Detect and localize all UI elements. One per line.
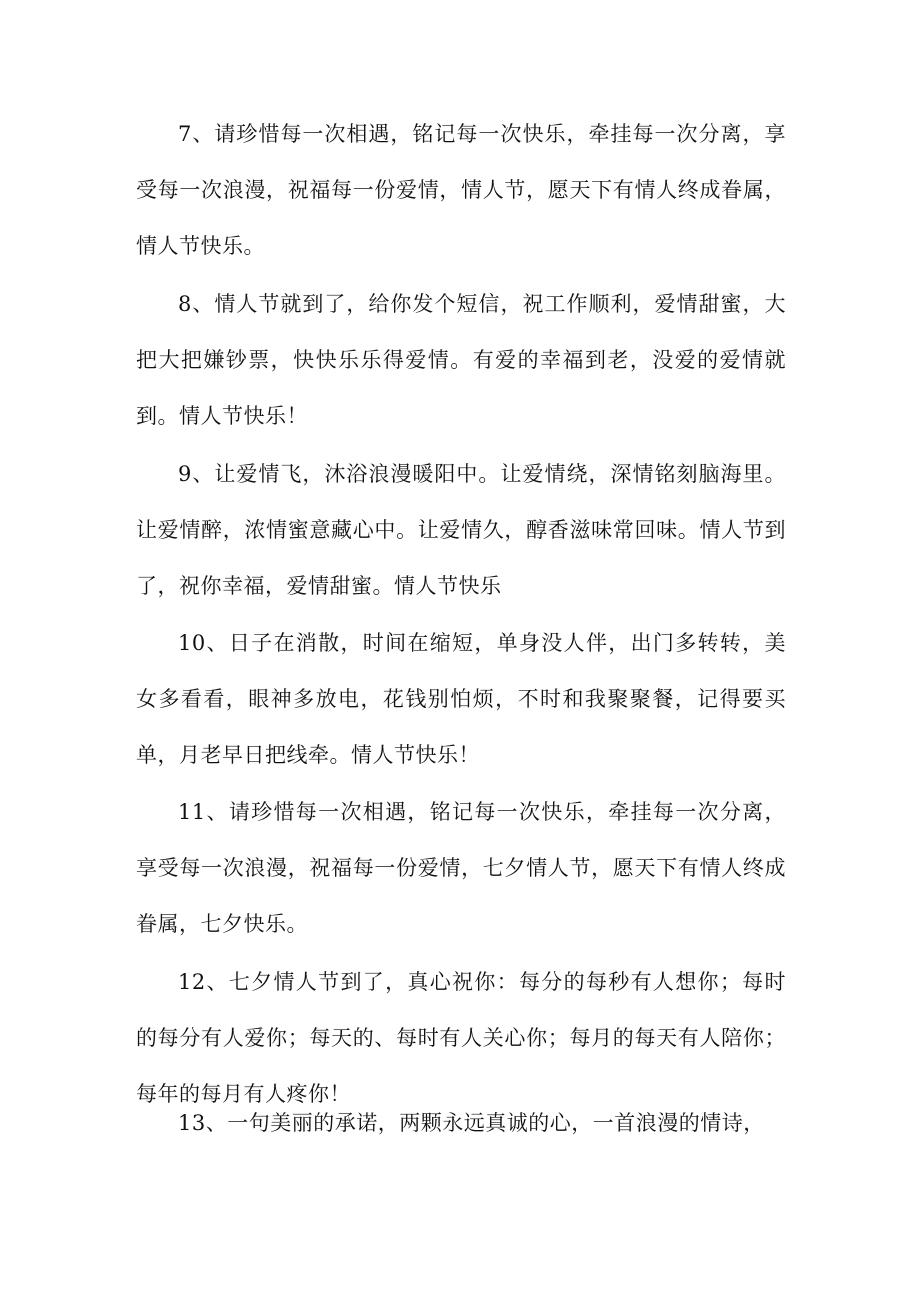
paragraph-12: 12、七夕情人节到了，真心祝你：每分的每秒有人想你；每时的每分有人爱你；每天的、每时有人关心你；每月的每天有人陪你；每年的每月有人疼你！ bbox=[136, 970, 786, 1106]
paragraph-8: 8、情人节就到了，给你发个短信，祝工作顺利，爱情甜蜜，大把大把嫌钞票，快快乐乐得爱情。有爱的幸福到老，没爱的爱情就到。情人节快乐！ bbox=[136, 292, 786, 428]
paragraph-9: 9、让爱情飞，沐浴浪漫暖阳中。让爱情绕，深情铭刻脑海里。让爱情醉，浓情蜜意藏心中。让爱情久，醇香滋味常回味。情人节到了，祝你幸福，爱情甜蜜。情人节快乐 bbox=[136, 462, 786, 598]
paragraph-10: 10、日子在消散，时间在缩短，单身没人伴，出门多转转，美女多看看，眼神多放电，花钱别怕烦，不时和我聚聚餐，记得要买单，月老早日把线牵。情人节快乐！ bbox=[136, 631, 786, 767]
paragraph-7: 7、请珍惜每一次相遇，铭记每一次快乐，牵挂每一次分离，享受每一次浪漫，祝福每一份爱情，情人节，愿天下有情人终成眷属，情人节快乐。 bbox=[136, 122, 786, 258]
paragraph-13: 13、一句美丽的承诺，两颗永远真诚的心，一首浪漫的情诗， bbox=[178, 1111, 765, 1135]
paragraph-11: 11、请珍惜每一次相遇，铭记每一次快乐，牵挂每一次分离，享受每一次浪漫，祝福每一份爱情，七夕情人节，愿天下有情人终成眷属，七夕快乐。 bbox=[136, 800, 786, 936]
